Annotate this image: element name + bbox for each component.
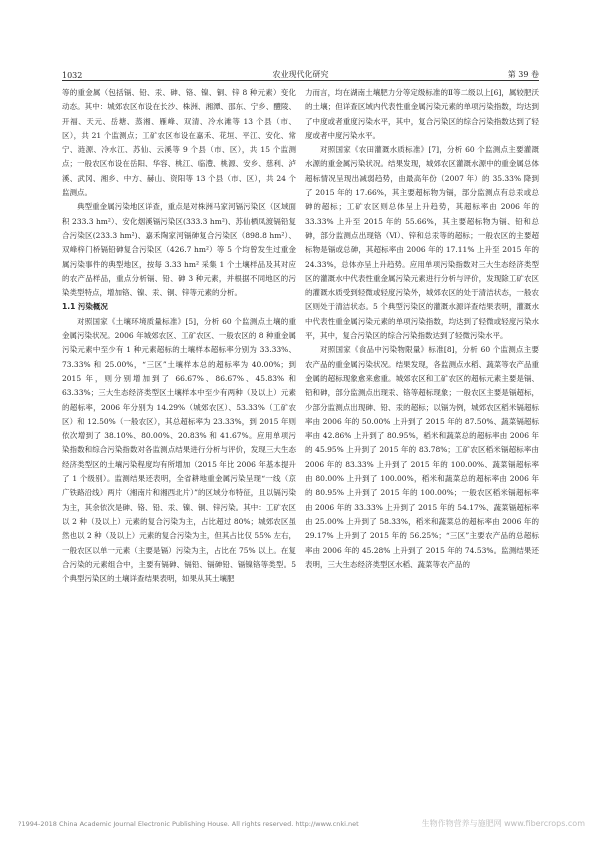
right-column — [305, 86, 539, 572]
volume-label: 第 39 卷 — [507, 70, 539, 79]
body-paragraph: 典型重金属污染地区详查，重点是对株洲马家河镉污染区（区域面积 233.3 hm²）、安化烟溪镉污染区(333.3 hm²)、苏仙栖凤渡镉铅复合污染区(233.3 hm²)、嘉禾陶家河镉砷复合污染区（898.8 hm²）、双峰梓门桥镉铅砷复合污染区（426.7 hm²）等 5 个均曾发生过重金属污染事件的典型地区，按每 3.33 hm² 采集 1 个土壤样品及其对应的农产品样品，重点分析镉、铅、砷 3 种元素，并根据不同地区的污染类型特点，增加铬、镍、汞、铜、锌等元素的分析。 — [62, 202, 296, 298]
body-paragraph: 对照国家《食品中污染物限量》标准[8]，分析 60 个监测点主要农产品的重金属污染状况。结果发现，各监测点水稻、蔬菜等农产品重金属的超标现象愈来愈重。城郊农区和工矿农区的超标元素主要是镉、铅和砷，部分监测点出现汞、铬等超标现象；一般农区主要是镉超标，少部分监测点出现砷、铅、汞的超标；以镉为例，城郊农区稻米镉超标率由 2006 年的 50.00% 上升到了 2015 年的 87.50%、蔬菜镉超标率由 42.86% 上升到了 80.95%，稻米和蔬菜总的超标率由 2006 年的 45.95% 上升到了 2015 年的 83.78%；工矿农区稻米镉超标率由 2006 年的 83.33% 上升到了 2015 年的 100.00%、蔬菜镉超标率由 80.00% 上升到了 100.00%，稻米和蔬菜总的超标率由 2006 年的 80.95% 上升到了 2015 年的 100.00%；一般农区稻米镉超标率由 2006 年的 33.33% 上升到了 2015 年的 54.17%、蔬菜镉超标率由 25.00% 上升到了 58.33%，稻米和蔬菜总的超标率由 2006 年的 29.17% 上升到了 2015 年的 56.25%；“三区”主要农产品的总超标率由 2006 年的 45.28% 上升到了 2015 年的 74.53%。监测结果还表明，三大生态经济类型区水稻、蔬菜等农产品的 — [305, 345, 539, 569]
journal-title: 农业现代化研究 — [272, 70, 329, 79]
body-paragraph: 等的重金属（包括镉、铅、汞、砷、铬、镍、铜、锌 8 种元素）变化动态。其中：城郊农区布设在长沙、株洲、湘潭、邵东、宁乡、醴陵、开福、天元、岳塘、蒸湘、雁峰、双清、冷水滩等 13 个县（市、区），共 21 个监测点；工矿农区布设在嘉禾、花垣、平江、安化、常宁、涟源、冷水江、苏仙、云溪等 9 个县（市、区），共 15 个监测点；一般农区布设在岳阳、华容、桃江、临澧、桃源、安乡、慈利、泸溪、武冈、湘乡、中方、赫山、资阳等 13 个县（市、区），共 24 个监测点。 — [62, 88, 296, 198]
header-rule — [62, 80, 539, 81]
body-paragraph: 对照国家《农田灌溉水质标准》[7]，分析 60 个监测点主要灌溉水源的重金属污染状况。结果发现，城郊农区灌溉水源中的重金属总体超标情况呈现出减弱趋势，由最高年份（2007 年）的 35.33% 降到了 2015 年的 17.66%，其主要超标物为镉，部分监测点有总汞或总砷的超标；工矿农区则总体呈上升趋势，其超标率由 2006 年的 33.33% 上升至 2015 年的 55.66%，其主要超标物为镉、铅和总砷，部分监测点出现铬（Ⅵ）、锌和总汞等的超标；一般农区的主要超标物是镉或总砷，其超标率由 2006 年的 17.11% 上升至 2015 年的 24.33%，总体亦呈上升趋势。应用单项污染指数对三大生态经济类型区的灌溉水中代表性重金属污染元素进行分析与评价，发现除工矿农区的灌溉水质受到轻微或轻度污染外，城郊农区的处于清洁状态，一般农区则处于清洁状态。5 个典型污染区的灌溉水源详查结果表明，灌溉水中代表性重金属污染元素的单项污染指数，均达到了轻微或轻度污染水平，其中，复合污染区的综合污染指数达到了轻微污染水平。 — [305, 145, 539, 341]
left-column — [62, 86, 296, 586]
section-heading: 1.1 污染概况 — [62, 302, 108, 312]
body-paragraph: 对照国家《土壤环境质量标准》[5]，分析 60 个监测点土壤的重金属污染状况。2006 年城郊农区、工矿农区、一般农区的 8 种重金属污染元素中至少有 1 种元素超标的土壤样本超标率分别为 33.33%、73.33% 和 25.00%，“三区”土壤样本总的超标率为 40.00%；到 2015 年，则分别增加到了 66.67%、86.67%、45.83% 和 63.33%；三大生态经济类型区土壤样本中至少有两种（及以上）元素的超标率，2006 年分别为 14.29%（城郊农区）、53.33%（工矿农区）和 12.50%（一般农区），其总超标率为 23.33%，到 2015 年则依次增到了 38.10%、80.00%、20.83% 和 41.67%。应用单项污染指数和综合污染指数对各监测点结果进行分析与评价，发现三大生态经济类型区的土壤污染程度均有所增加（2015 年比 2006 年基本提升了 1 个级别）。监测结果还表明，全省耕地重金属污染呈现“一线（京广铁路沿线）两片（湘南片和湘西北片）”的区域分布特征，且以镉污染为主，其余依次是砷、铬、铅、汞、镍、铜、锌污染。其中：工矿农区以 2 种（及以上）元素的复合污染为主，占比超过 80%；城郊农区虽然也以 2 种（及以上）元素的复合污染为主，但其占比仅 55% 左右，一般农区以单一元素（主要是镉）污染为主，占比在 75% 以上。在复合污染的元素组合中，主要有镉砷、镉铅、镉砷铅、镉镍铬等类型。5 个典型污染区的土壤详查结果表明，如果从其土壤肥 — [62, 316, 296, 584]
site-watermark: 生物作物营养与施肥网 www.fibercrops.com — [421, 819, 585, 828]
page-number: 1032 — [62, 71, 83, 80]
copyright-notice[interactable]: ?1994-2018 China Academic Journal Electronic Publishing House. All rights reserved. http://www.cnki.net — [18, 820, 359, 828]
body-paragraph: 力而言，均在湖南土壤肥力分等定级标准的Ⅱ等二级以上[6]，属较肥沃的土壤；但详查区域内代表性重金属污染元素的单项污染指数，均达到了中度或者重度污染水平，其中，复合污染区的综合污染指数达到了轻度或者中度污染水平。 — [305, 88, 539, 140]
page-header — [62, 66, 539, 80]
